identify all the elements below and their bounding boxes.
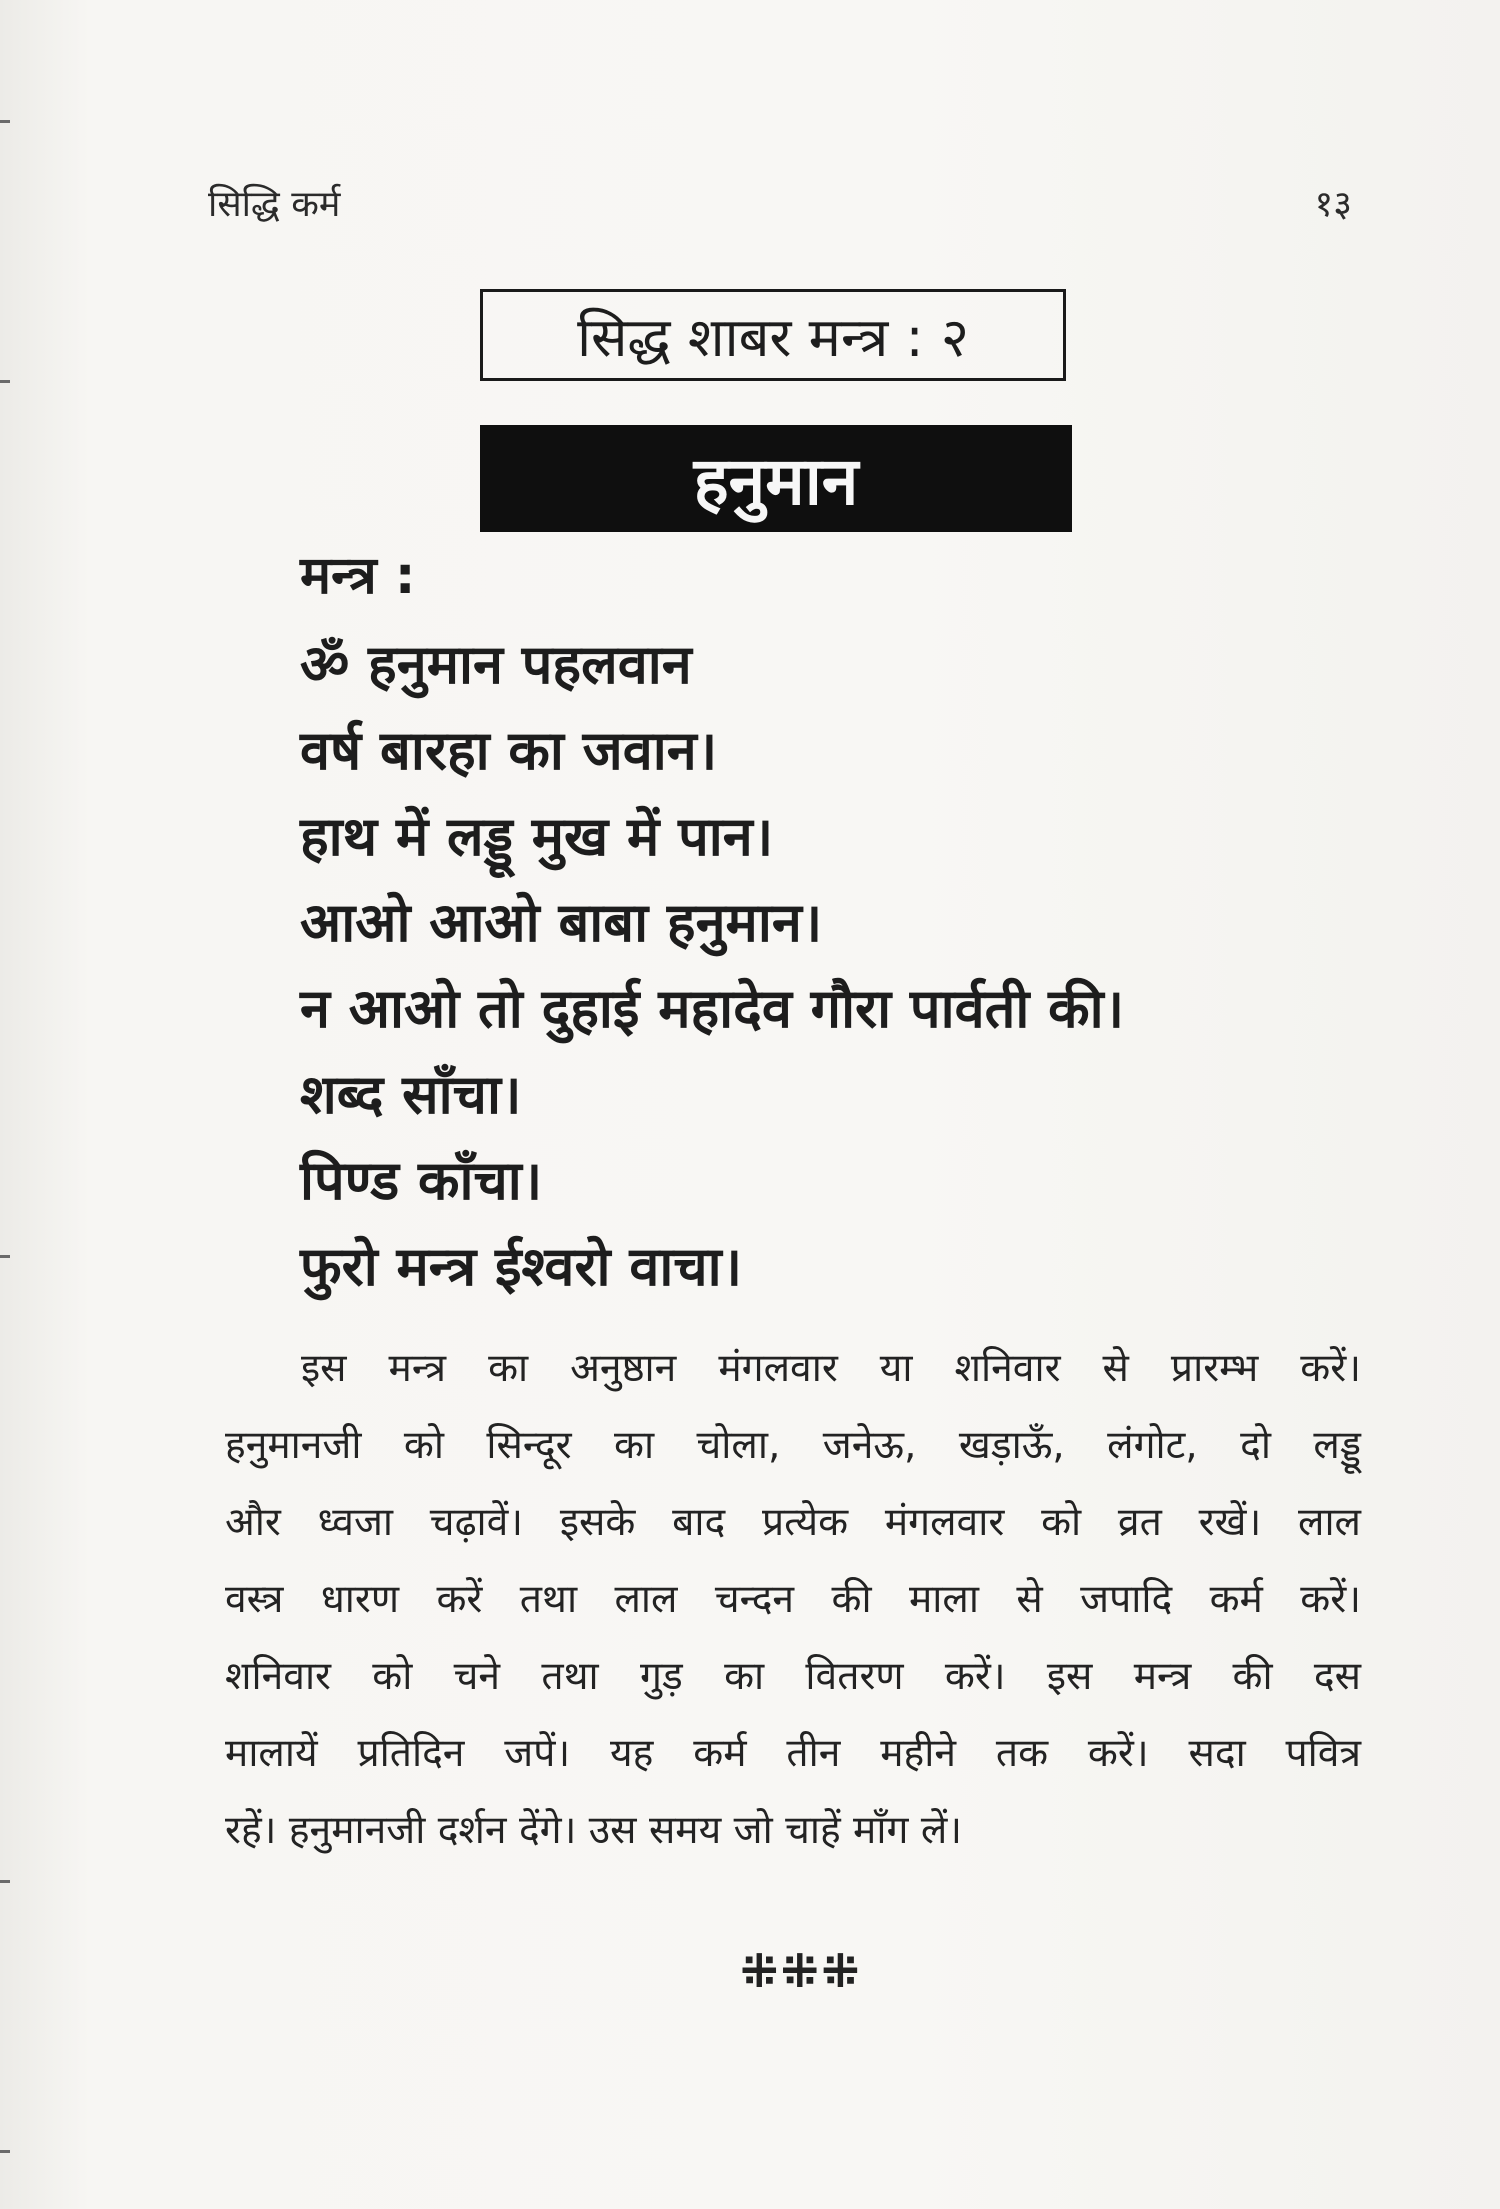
spine-mark [0,1255,10,1258]
deity-banner: हनुमान [480,425,1072,532]
mantra-text [300,622,1400,1310]
section-title: सिद्ध शाबर मन्त्र : २ [480,289,1066,381]
mantra-line: न आओ तो दुहाई महादेव गौरा पार्वती की। [300,977,1125,1040]
running-head: सिद्धि कर्म [208,184,341,225]
paragraph-line: मालायें प्रतिदिन जपें। यह कर्म तीन महीने तक करें। सदा पवित्र [225,1731,1361,1776]
spine-mark [0,120,10,123]
spine-mark [0,1880,10,1883]
spine-mark [0,380,10,383]
mantra-line: ॐ हनुमान पहलवान [300,633,692,696]
mantra-line: हाथ में लड्डू मुख में पान। [300,805,774,868]
mantra-line: पिण्ड काँचा। [300,1149,543,1212]
paragraph-line: हनुमानजी को सिन्दूर का चोला, जनेऊ, खड़ाऊँ, लंगोट, दो लड्डू [225,1423,1361,1468]
paragraph-line: वस्त्र धारण करें तथा लाल चन्दन की माला से जपादि कर्म करें। [225,1577,1361,1622]
mantra-line: आओ आओ बाबा हनुमान। [300,891,823,954]
mantra-line: शब्द साँचा। [300,1063,522,1126]
explanation-paragraph [225,1330,1361,1869]
page-number: १३ [1314,184,1352,225]
paragraph-line: रहें। हनुमानजी दर्शन देंगे। उस समय जो चाहें माँग लें। [225,1808,963,1853]
spine-mark [0,2150,10,2153]
mantra-line: वर्ष बारहा का जवान। [300,719,718,782]
mantra-line: फुरो मन्त्र ईश्वरो वाचा। [300,1235,743,1298]
paragraph-line: शनिवार को चने तथा गुड़ का वितरण करें। इस मन्त्र की दस [225,1654,1361,1699]
paragraph-line: और ध्वजा चढ़ावें। इसके बाद प्रत्येक मंगलवार को व्रत रखें। लाल [225,1500,1361,1545]
mantra-heading: मन्त्र : [300,546,416,606]
section-end-ornament: ⁜⁜⁜ [740,1944,862,1998]
paragraph-line: इस मन्त्र का अनुष्ठान मंगलवार या शनिवार से प्रारम्भ करें। [301,1346,1361,1391]
